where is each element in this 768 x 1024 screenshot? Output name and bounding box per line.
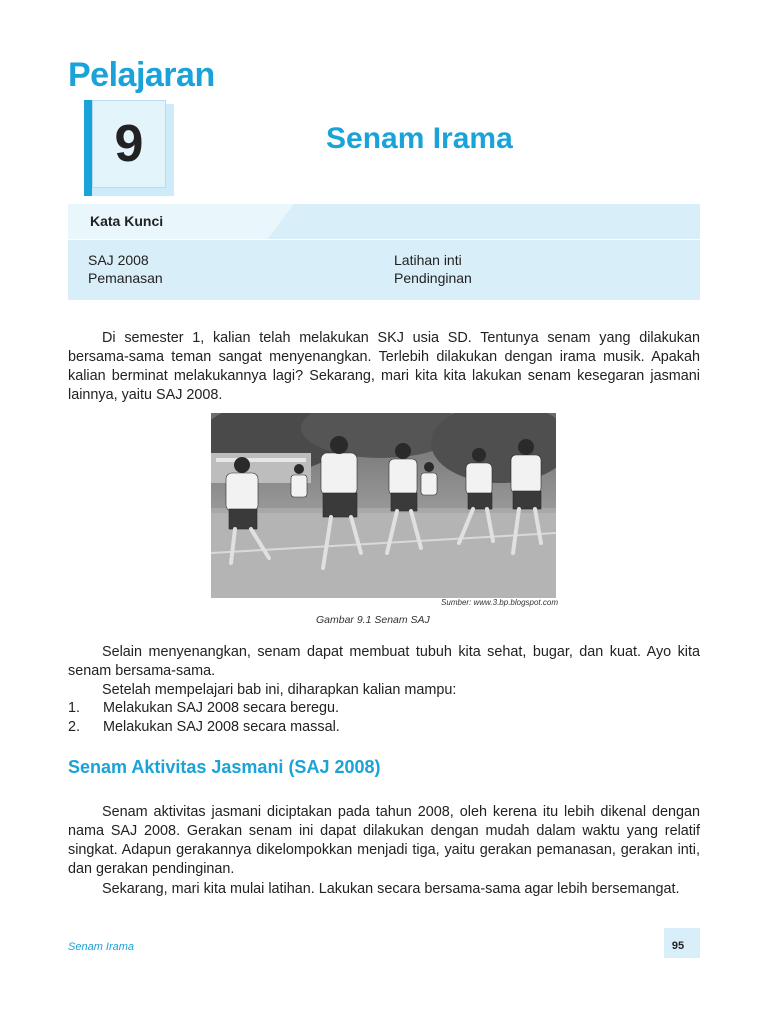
keyword-item: Latihan inti (394, 252, 462, 268)
figure-caption: Gambar 9.1 Senam SAJ (316, 614, 430, 626)
figure-photo-senam-saj (211, 413, 556, 598)
section-paragraph: Senam aktivitas jasmani diciptakan pada tahun 2008, oleh kerena itu lebih dikenal dengan nama SAJ 2008. Gerakan senam ini dapat dilakukan dengan mudah dalam waktu yang relatif singkat. Adapun gerakannya dikelompokkan menjadi tiga, yaitu gerakan pemanasan, gerakan inti, dan gerakan pendinginan. (68, 804, 700, 877)
photo-illustration (211, 413, 556, 598)
lesson-label: Pelajaran (68, 56, 215, 94)
chapter-title: Senam Irama (326, 122, 513, 155)
footer-title: Senam Irama (68, 941, 135, 953)
lesson-number: 9 (92, 100, 166, 188)
intro-paragraph: Di semester 1, kalian telah melakukan SKJ usia SD. Tentunya senam yang dilakukan bersama-sama teman sangat menyenangkan. Terlebih dilakukan dengan irama musik. Apakah kalian berminat melakukannya lagi? Sekarang, mari kita kita lakukan senam kesegaran jasmani lainnya, yaitu SAJ 2008. (68, 330, 700, 403)
section-title: Senam Aktivitas Jasmani (SAJ 2008) (68, 757, 381, 777)
keywords-divider (68, 239, 700, 240)
objectives-paragraph: Selain menyenangkan, senam dapat membuat tubuh kita sehat, bugar, dan kuat. Ayo kita senam bersama-sama. (68, 644, 700, 679)
keyword-item: SAJ 2008 (88, 252, 149, 268)
lesson-number-accent-bar (84, 100, 92, 196)
keyword-item: Pendinginan (394, 270, 472, 286)
list-item: 2. Melakukan SAJ 2008 secara massal. (68, 719, 340, 735)
page-number: 95 (671, 940, 685, 952)
section-paragraph: Sekarang, mari kita mulai latihan. Lakukan secara bersama-sama agar lebih bersemangat. (102, 881, 680, 897)
figure-source: Sumber: www.3.bp.blogspot.com (441, 598, 558, 607)
objectives-intro: Setelah mempelajari bab ini, diharapkan kalian mampu: (102, 682, 457, 698)
keywords-title: Kata Kunci (90, 213, 164, 229)
list-item: 1. Melakukan SAJ 2008 secara beregu. (68, 700, 339, 716)
keyword-item: Pemanasan (88, 270, 163, 286)
